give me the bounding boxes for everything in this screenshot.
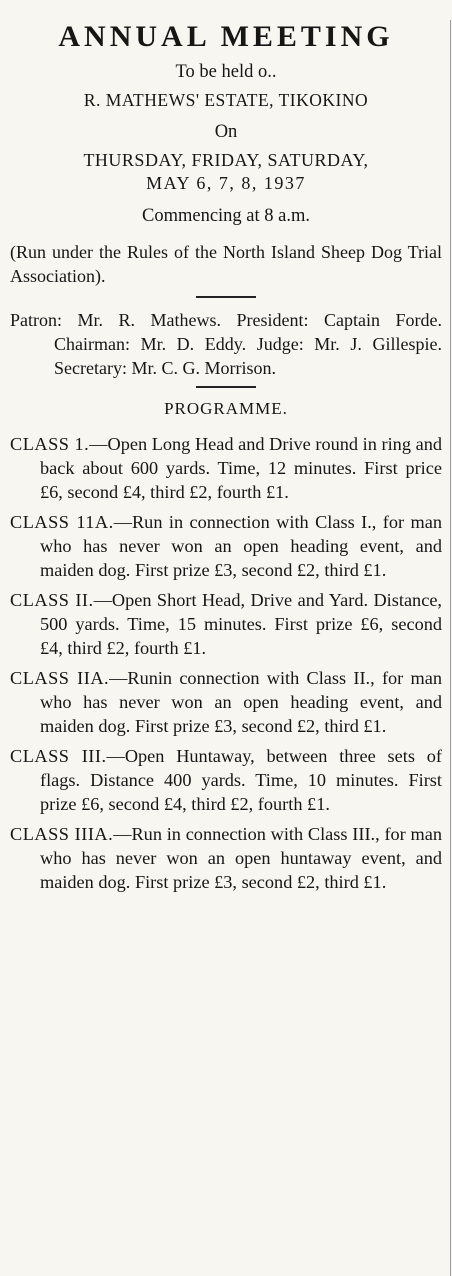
class-description: —Open Huntaway, between three sets of flags. Distance 400 yards. Time, 10 minutes. First prize £6, second £4, third £2, fourth £1. — [40, 746, 442, 814]
officials-list: Patron: Mr. R. Mathews. President: Captain Forde. Chairman: Mr. D. Eddy. Judge: Mr. J. Gillespie. Secretary: Mr. C. G. Morrison. — [10, 310, 442, 378]
programme-list — [10, 432, 442, 894]
class-name: CLASS IIA. — [10, 668, 110, 688]
dates-line-days: THURSDAY, FRIDAY, SATURDAY, — [83, 150, 369, 170]
programme-heading: PROGRAMME. — [164, 399, 288, 418]
class-entry — [10, 432, 442, 504]
dates-line-date: MAY 6, 7, 8, 1937 — [146, 173, 306, 193]
commencing-time: Commencing at 8 a.m. — [141, 206, 310, 226]
class-description: —Run in connection with Class I., for man who has never won an open heading event, and maiden dog. First prize £3, second £2, third £1. — [40, 512, 442, 580]
class-description: —Open Long Head and Drive round in ring and back about 600 yards. Time, 12 minutes. First price £6, second £4, third £2, fourth £1. — [40, 434, 442, 502]
column-rule — [450, 20, 451, 1276]
class-description: —Runin connection with Class II., for man who has never won an open heading event, and maiden dog. First prize £3, second £2, third £1. — [40, 668, 442, 736]
newspaper-clipping — [0, 20, 452, 1276]
class-name: CLASS II. — [10, 590, 94, 610]
section-divider — [196, 296, 256, 298]
class-description: —Run in connection with Class III., for man who has never won an open huntaway event, and maiden dog. First prize £3, second £2, third £1. — [40, 824, 442, 892]
class-entry — [10, 588, 442, 660]
class-entry — [10, 744, 442, 816]
class-name: CLASS 1. — [10, 434, 90, 454]
class-name: CLASS IIIA. — [10, 824, 114, 844]
class-entry — [10, 666, 442, 738]
class-entry — [10, 510, 442, 582]
section-divider — [196, 386, 256, 388]
to-be-held-line: To be held o.. — [175, 62, 277, 82]
on-line: On — [214, 122, 238, 142]
rules-note: (Run under the Rules of the North Island Sheep Dog Trial Association). — [10, 242, 442, 286]
class-entry — [10, 822, 442, 894]
venue-line: R. MATHEWS' ESTATE, TIKOKINO — [83, 90, 369, 110]
class-name: CLASS 11A. — [10, 512, 114, 532]
page-title: ANNUAL MEETING — [58, 20, 394, 53]
class-description: —Open Short Head, Drive and Yard. Distance, 500 yards. Time, 15 minutes. First prize £6, second £4, third £2, fourth £1. — [40, 590, 442, 658]
class-name: CLASS III. — [10, 746, 107, 766]
